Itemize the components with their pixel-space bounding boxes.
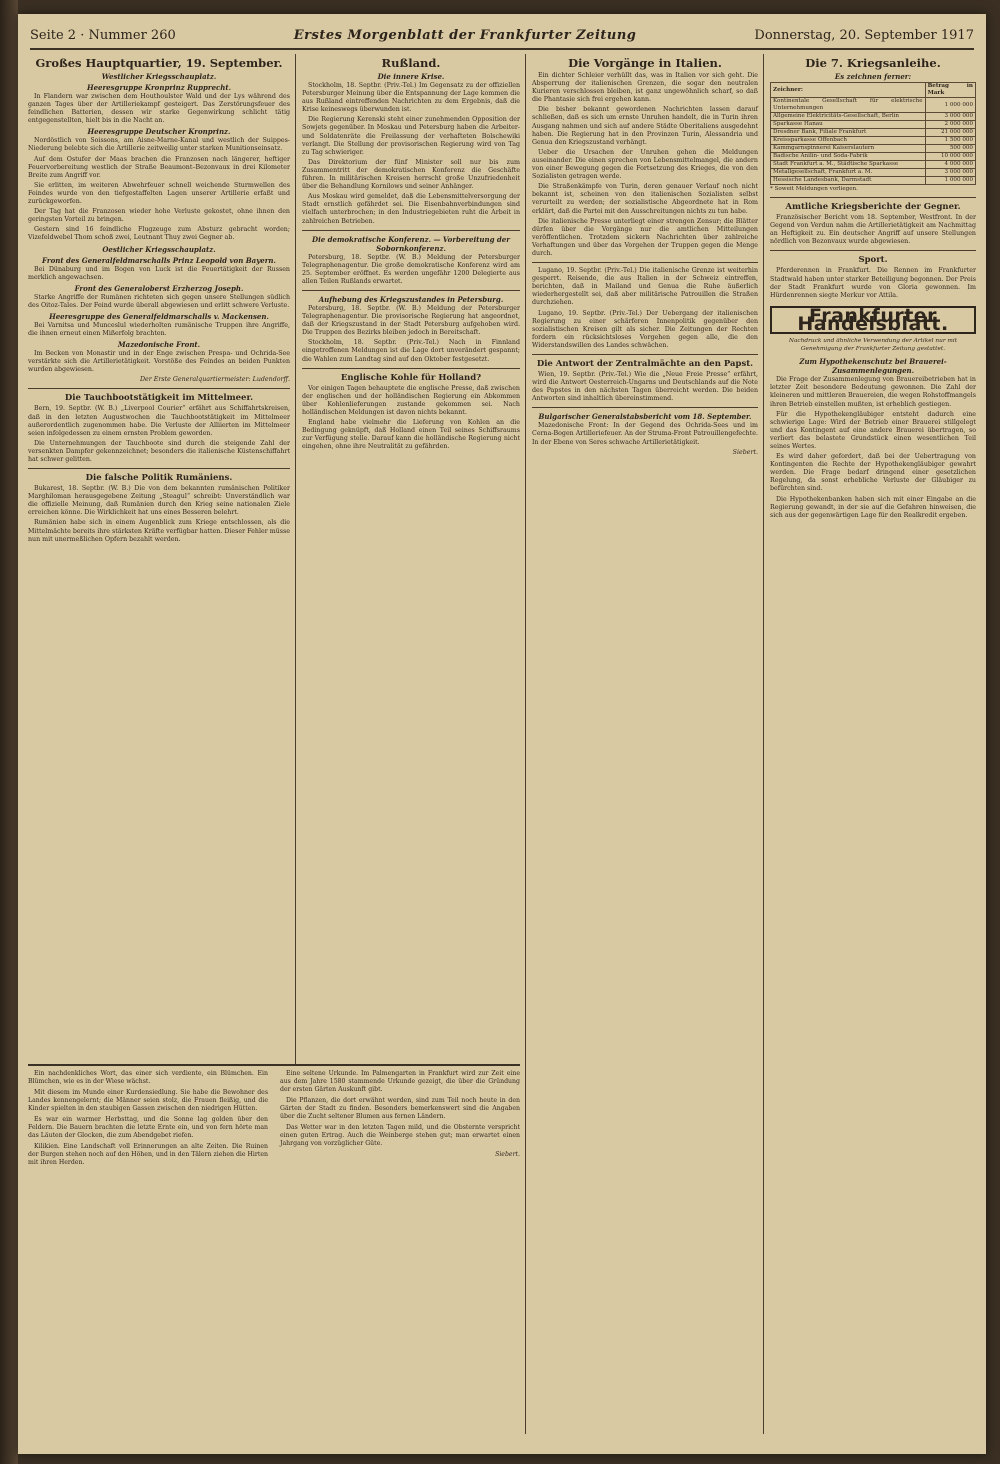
article-paragraph: Die italienische Presse unterliegt einer strengen Zensur; die Blätter dürfen über die Vorgänge nur die amtlichen Mitteilungen veröffentlichen. Trotzdem sickern Nachrichten über zahlreiche Verhaftungen und über das Vorgehen der Truppen gegen die Menge durch. <box>532 217 758 257</box>
column-rule <box>525 54 526 1434</box>
article-paragraph: Die bisher bekannt gewordenen Nachrichten lassen darauf schließen, daß es sich um ernste Unruhen handelt, die in Turin ihren Ausgang nahmen und sich auf andere Städte Oberitaliens ausgedehnt haben. Die Regierung hat in den Provinzen Turin, Alessandria und Genua den Kriegszustand verhängt. <box>532 106 758 146</box>
feuilleton-paragraph: Das Wetter war in den letzten Tagen mild, und die Obsternte verspricht einen guten Ertrag. Auch die Weinberge stehen gut; man erwartet einen Jahrgang von vorzüglicher Güte. <box>280 1124 520 1147</box>
table-row <box>771 161 976 169</box>
subhead-joseph: Front des Generaloberst Erzherzog Joseph. <box>74 283 244 293</box>
section-rule <box>770 250 976 251</box>
table-row <box>771 137 976 145</box>
section-rule <box>532 262 758 263</box>
table-row <box>771 145 976 153</box>
section-rule <box>302 290 520 291</box>
newspaper-title: Erstes Morgenblatt der Frankfurter Zeitung <box>293 27 637 43</box>
article-paragraph: Die Frage der Zusammenlegung von Brauereibetrieben hat in letzter Zeit besondere Bedeutung gewonnen. Die Zahl der kleineren und mittleren Brauereien, die wegen Rohstoffmangels ihren Betrieb einstellen mußten, ist erheblich gestiegen. <box>770 376 976 408</box>
article-paragraph: Lugano, 19. Septbr. (Priv.-Tel.) Die italienische Grenze ist weiterhin gesperrt. Reisende, die aus Italien in der Schweiz eintreffen, berichten, daß in Mailand und Genua die Ruhe äußerlich wiederhergestellt sei, daß aber militärische Patrouillen die Straßen durchziehen. <box>532 267 758 307</box>
article-paragraph: Stockholm, 18. Septbr. (Priv.-Tel.) Im Gegensatz zu der offiziellen Petersburger Meinung über die Entspannung der Lage kommen die aus Rußland eintreffenden Nachrichten zu dem Ergebnis, daß die Krise keineswegs überwunden ist. <box>302 82 520 114</box>
subscriber-name: Allgemeine Elektricitäts-Gesellschaft, Berlin <box>771 113 926 121</box>
handelsblatt-notice: Nachdruck und ähnliche Verwendung der Artikel nur mit Genehmigung der Frankfurter Zeitung gestattet. <box>788 338 958 353</box>
headline-hauptquartier: Großes Hauptquartier, 19. September. <box>35 56 283 70</box>
newspaper-page <box>18 14 986 1454</box>
article-paragraph: Bern, 19. Septbr. (W. B.) „Liverpool Courier“ erfährt aus Schiffahrtskreisen, daß in den letzten Augustwochen die Tauchbootstätigkeit im Mittelmeer außerordentlich zugenommen habe. Die Verluste der Alliierten im Mittelmeer seien infolgedessen zu einem ernsten Problem geworden. <box>28 405 290 437</box>
column-4 <box>770 54 976 1434</box>
feuilleton-paragraph: Es war ein warmer Herbsttag, und die Sonne lag golden über den Feldern. Die Bauern brachten die letzte Ernte ein, und von fern hörte man das Läuten der Glocken, die zum Abendgebet riefen. <box>28 1116 268 1139</box>
column-rule <box>295 54 296 1064</box>
article-paragraph: Starke Angriffe der Rumänen richteten sich gegen unsere Stellungen südlich des Oitoz-Tales. Der Feind wurde überall abgewiesen und erlitt schwere Verluste. <box>28 293 290 309</box>
subscription-amount: 2 000 000 <box>925 121 975 129</box>
page-number: Seite 2 · Nummer 260 <box>30 27 176 43</box>
headline-hypothekenschutz: Zum Hypothekenschutz bei Brauerei-Zusammenlegungen. <box>799 357 947 376</box>
article-paragraph: Petersburg, 18. Septbr. (W. B.) Meldung der Petersburger Telegraphenagentur. Die große demokratische Konferenz wird am 25. September eröffnet. Es werden ungefähr 1200 Delegierte aus allen Teilen Rußlands erwartet. <box>302 253 520 285</box>
subscription-amount: 4 000 000 <box>925 161 975 169</box>
article-paragraph: Bukarest, 18. Septbr. (W. B.) Die von dem bekannten rumänischen Politiker Marghiloman herausgegebene Zeitung „Steagul“ schreibt: Unverständlich war die offizielle Meinung, daß Rumänien durch den Krieg seine nationalen Ziele erreichen könne. Die Wirklichkeit hat uns eines Besseren belehrt. <box>28 485 290 517</box>
subscription-amount: 1 000 000 <box>925 177 975 185</box>
article-paragraph: Vor einigen Tagen behauptete die englische Presse, daß zwischen der englischen und der holländischen Regierung ein Abkommen über Kohlenlieferungen zustande gekommen sei. Nach holländischen Meldungen ist davon nichts bekannt. <box>302 384 520 416</box>
feuilleton-paragraph: Ein nachdenkliches Wort, das einer sich verdiente, ein Blümchen. Ein Blümchen, wie es in der Wiese wächst. <box>28 1070 268 1085</box>
headline-kriegsanleihe: Die 7. Kriegsanleihe. <box>805 56 941 70</box>
table-header-amount: Betrag in Mark <box>925 83 975 98</box>
subscription-amount: 500 000 <box>925 145 975 153</box>
subscription-table <box>770 82 976 185</box>
feuilleton-section <box>28 1064 520 1436</box>
subhead-ost: Oestlicher Kriegsschauplatz. <box>102 244 216 254</box>
headline-kriegsberichte: Amtliche Kriegsberichte der Gegner. <box>785 202 961 213</box>
headline-tauchboot: Die Tauchbootstätigkeit im Mittelmeer. <box>64 393 254 404</box>
subscriber-name: Kammgarnspinnerei Kaiserslautern <box>771 145 926 153</box>
article-paragraph: Petersburg, 18. Septbr. (W. B.) Meldung der Petersburger Telegraphenagentur. Die provisorische Regierung hat angeordnet, daß der Kriegszustand in der Stadt Petersburg aufgehoben wird. Die Truppen des Bezirks bleiben jedoch in Bereitschaft. <box>302 304 520 337</box>
article-paragraph: Mazedonische Front: In der Gegend des Ochrida-Sees und im Cerna-Bogen Artilleriefeuer. An der Struma-Front Patrouillengefechte. In der Ebene von Seres schwache Artillerietätigkeit. <box>532 422 758 446</box>
feuilleton-paragraph: Mit diesem im Munde einer Kurdensiedlung. Sie habe die Bewohner des Landes kennengelernt; die Männer seien stolz, die Frauen fleißig, und die Kinder spielten in den staubigen Gassen zwischen den niedrigen Hütten. <box>28 1089 268 1112</box>
article-paragraph: Der Tag hat die Franzosen wieder hohe Verluste gekostet, ohne ihnen den geringsten Vorteil zu bringen. <box>28 208 290 224</box>
feuilleton-paragraph: Eine seltene Urkunde. Im Palmengarten in Frankfurt wird zur Zeit eine aus dem Jahre 1580 stammende Urkunde gezeigt, die über die Gründung der ersten Gärten Auskunft gibt. <box>280 1070 520 1093</box>
subscriber-name: Sparkasse Hanau <box>771 121 926 129</box>
headline-antwort-papst: Die Antwort der Zentralmächte an den Papst. <box>536 359 754 369</box>
headline-kohle-holland: Englische Kohle für Holland? <box>340 372 482 383</box>
table-note: * Soweit Meldungen vorliegen. <box>770 186 858 192</box>
article-paragraph: Bei Varnitsa und Munceslul wiederholten rumänische Truppen ihre Angriffe, die ihnen erneut einen Mißerfolg brachten. <box>28 321 290 337</box>
article-paragraph: Pferderennen in Frankfurt. Die Rennen im Frankfurter Stadtwald haben unter starker Beteiligung begonnen. Der Preis der Stadt Frankfurt wurde von Gloria gewonnen. Im Hürdenrennen siegte Merkur vor Attila. <box>770 267 976 299</box>
column-3 <box>532 54 758 1434</box>
headline-rumaenien: Die falsche Politik Rumäniens. <box>85 473 233 484</box>
article-paragraph: Stockholm, 18. Septbr. (Priv.-Tel.) Nach in Finnland eingetroffenen Meldungen ist die Lage dort unverändert gespannt; die Wahlen zum Landtag sind auf den Oktober festgesetzt. <box>302 339 520 363</box>
article-paragraph: In Flandern war zwischen dem Houthoulster Wald und der Lys während des ganzen Tages über der Artilleriekampf gesteigert. Das Zerstörungsfeuer des feindlichen Batterien, dessen wir starke Gegenwirkung schlicht tätig entgegenstellten, hielt bis in die Nacht an. <box>28 93 290 125</box>
subscriber-name: Dresdner Bank, Filiale Frankfurt <box>771 129 926 137</box>
feuilleton-column-2 <box>280 1070 520 1162</box>
article-paragraph: Das Direktorium der fünf Minister soll nur bis zum Zusammentritt der demokratischen Konferenz die Geschäfte führen. In militärischen Kreisen herrscht große Unzufriedenheit über die Behandlung Kornilows und seiner Anhänger. <box>302 158 520 191</box>
section-rule <box>28 388 290 389</box>
masthead <box>30 22 974 50</box>
subhead-zeichnen: Es zeichnen ferner: <box>834 72 912 81</box>
book-spine <box>0 0 18 1464</box>
column-rule <box>763 54 764 1434</box>
article-paragraph: Rumänien habe sich in einem Augenblick zum Kriege entschlossen, als die Mittelmächte bereits ihre stärksten Kräfte verfügbar hatten. Dieser Fehler müsse nun mit unermeßlichen Opfern bezahlt werden. <box>28 519 290 543</box>
subhead-leopold: Front des Generalfeldmarschalls Prinz Leopold von Bayern. <box>42 255 276 265</box>
feuilleton-signature: Siebert. <box>495 1151 520 1158</box>
subscription-amount: 1 500 000 <box>925 137 975 145</box>
section-rule <box>302 368 520 369</box>
subhead-rupprecht: Heeresgruppe Kronprinz Rupprecht. <box>86 83 232 92</box>
headline-sport: Sport. <box>858 255 888 266</box>
section-rule <box>770 197 976 198</box>
subscription-amount: 10 000 000 <box>925 153 975 161</box>
table-row <box>771 177 976 185</box>
table-row <box>771 121 976 129</box>
feuilleton-paragraph: Kilikien. Eine Landschaft voll Erinnerungen an alte Zeiten. Die Ruinen der Burgen stehen noch auf den Höhen, und in den Tälern ziehen die Hirten mit ihren Herden. <box>28 1143 268 1166</box>
subscriber-name: Kontinentale Gesellschaft für elektrische Unternehmungen <box>771 98 926 113</box>
table-row <box>771 153 976 161</box>
article-paragraph: Ueber die Ursachen der Unruhen gehen die Meldungen auseinander. Die einen sprechen von Lebensmittelmangel, die andern von einer Bewegung gegen die Fortsetzung des Krieges, die von den Sozialisten getragen werde. <box>532 148 758 181</box>
article-paragraph: Die Straßenkämpfe von Turin, deren genauer Verlauf noch nicht bekannt ist, scheinen von den italienischen Sozialisten selbst verurteilt zu werden; der sozialistische Abgeordnete hat in Rom erklärt, daß die Partei mit den Ausschreitungen nichts zu tun habe. <box>532 183 758 215</box>
article-paragraph: Lugano, 19. Septbr. (Priv.-Tel.) Der Uebergang der italienischen Regierung zu einer schärferen Innenpolitik gegenüber den sozialistischen Kreisen gilt als sicher. Die Zeitungen der Rechten fordern ein rücksichtsloses Vorgehen gegen alle, die den Widerstandswillen des Landes schwächen. <box>532 309 758 349</box>
feuilleton-paragraph: Die Pflanzen, die dort erwähnt werden, sind zum Teil noch heute in den Gärten der Stadt zu finden. Besonders bemerkenswert sind die Angaben über die Zucht seltener Blumen aus fernen Ländern. <box>280 1097 520 1120</box>
subhead-innere-krise: Die innere Krise. <box>377 72 445 81</box>
article-paragraph: Die Unternehmungen der Tauchboote sind durch die steigende Zahl der versenkten Dampfer gekennzeichnet; besonders die italienische Küstenschiffahrt hat schwer gelitten. <box>28 439 290 463</box>
section-rule <box>28 468 290 469</box>
headline-russland: Rußland. <box>381 56 441 70</box>
article-paragraph: Für die Hypothekengläubiger entsteht dadurch eine schwierige Lage: Wird der Betrieb einer Brauerei stillgelegt und das Kontingent auf eine andere Brauerei übertragen, so verliert das belastete Grundstück einen wesentlichen Teil seines Wertes. <box>770 410 976 450</box>
handelsblatt-banner: Frankfurter Handelsblatt. <box>770 306 976 334</box>
article-paragraph: Bei Dünaburg und im Bogen von Luck ist die Feuertätigkeit der Russen merklich angewachsen. <box>28 265 290 281</box>
subscriber-name: Stadt Frankfurt a. M., Städtische Sparkasse <box>771 161 926 169</box>
subscriber-name: Badische Anilin- und Soda-Fabrik <box>771 153 926 161</box>
headline-kriegszustand: Aufhebung des Kriegszustandes in Petersburg. <box>318 294 504 304</box>
headline-konferenz: Die demokratische Konferenz. — Vorbereitung der Sobornkonferenz. <box>312 234 510 253</box>
article-paragraph: Ein dichter Schleier verhüllt das, was in Italien vor sich geht. Die Absperrung der italienischen Grenzen, die sogar den neutralen Kurieren verschlossen bleiben, ist ganz ungewöhnlich scharf, so daß die Phantasie sich frei ergehen kann. <box>532 72 758 104</box>
table-row <box>771 129 976 137</box>
section-rule <box>532 354 758 355</box>
table-row <box>771 169 976 177</box>
headline-italien: Die Vorgänge in Italien. <box>568 56 722 70</box>
article-paragraph: Sie erlitten, im weiteren Abwehrfeuer schnell weichende Sturmwellen des Feindes wurde von den tiefgestaffelten Lagen unserer Artillerie erfaßt und zurückgeworfen. <box>28 181 290 206</box>
article-paragraph: Aus Moskau wird gemeldet, daß die Lebensmittelversorgung der Stadt ernstlich gefährdet sei. Die Eisenbahnverbindungen sind vielfach unterbrochen; in den Industriegebieten ruht die Arbeit in zahlreichen Betrieben. <box>302 193 520 225</box>
article-paragraph: Auf dem Ostufer der Maas brachen die Franzosen nach längerer, heftiger Feuervorbereitung westlich der Straße Beaumont–Bezonvaux in drei Kilometer Breite zum Angriff vor. <box>28 155 290 179</box>
subscriber-name: Metallgesellschaft, Frankfurt a. M. <box>771 169 926 177</box>
section-rule <box>302 230 520 231</box>
subscription-amount: 3 000 000 <box>925 113 975 121</box>
signature-ludendorff: Der Erste Generalquartiermeister: Ludendorff. <box>139 376 290 384</box>
article-paragraph: Nordöstlich von Soissons, am Aisne-Marne-Kanal und westlich der Suippes-Niederung belebte sich die Artillerie zeitweilig unter starken Munitionseinsatz. <box>28 137 290 153</box>
table-row <box>771 113 976 121</box>
feuilleton-column-1 <box>28 1070 268 1170</box>
article-paragraph: Wien, 19. Septbr. (Priv.-Tel.) Wie die „Neue Freie Presse“ erfährt, wird die Antwort Oesterreich-Ungarns und Deutschlands auf die Note des Papstes in den nächsten Tagen überreicht werden. Die beiden Antworten sind inhaltlich übereinstimmend. <box>532 371 758 403</box>
subhead-mackensen: Heeresgruppe des Generalfeldmarschalls v. Mackensen. <box>49 311 269 321</box>
article-paragraph: Es wird daher gefordert, daß bei der Uebertragung von Kontingenten die Rechte der Hypothekengläubiger gewahrt werden. Die Frage bedarf dringend einer gesetzlichen Regelung, da sonst erhebliche Verluste der Gläubiger zu befürchten sind. <box>770 453 976 493</box>
subscriber-name: Hessische Landesbank, Darmstadt <box>771 177 926 185</box>
article-paragraph: Die Hypothekenbanken haben sich mit einer Eingabe an die Regierung gewandt, in der sie auf die Gefahren hinweisen, die sich aus der gegenwärtigen Lage für den Realkredit ergeben. <box>770 495 976 519</box>
article-paragraph: Gestern sind 16 feindliche Flugzeuge zum Absturz gebracht worden; Vizefeldwebel Thom schoß zwei, Leutnant Thuy zwei Gegner ab. <box>28 226 290 242</box>
subscriber-name: Kreissparkasse Offenbach <box>771 137 926 145</box>
subhead-kronprinz: Heeresgruppe Deutscher Kronprinz. <box>87 127 231 137</box>
article-paragraph: England habe vielmehr die Lieferung von Kohlen an die Bedingung geknüpft, daß Holland einen Teil seines Schiffsraums zur Verfügung stelle. Darauf kann die holländische Regierung nicht eingehen, ohne ihre Neutralität zu gefährden. <box>302 419 520 451</box>
subhead-west: Westlicher Kriegsschauplatz. <box>101 72 217 81</box>
section-rule <box>532 407 758 408</box>
subscription-amount: 3 000 000 <box>925 169 975 177</box>
article-paragraph: Französischer Bericht vom 18. September, Westfront. In der Gegend von Verdun nahm die Artillerietätigkeit am Nachmittag an Heftigkeit zu. Ein deutscher Angriff auf unsere Stellungen nördlich von Bezonvaux wurde abgewiesen. <box>770 214 976 246</box>
signature: Siebert. <box>732 448 758 456</box>
headline-bulgarien: Bulgarischer Generalstabsbericht vom 18. September. <box>538 412 752 422</box>
article-paragraph: Die Regierung Kerenski steht einer zunehmenden Opposition der Sowjets gegenüber. In Moskau und Petersburg haben die Arbeiter- und Soldatenräte die Freilassung der verhafteten Bolschewiki verlangt. Die Stellung der provisorischen Regierung wird von Tag zu Tag schwieriger. <box>302 116 520 156</box>
table-header-name: Zeichner: <box>771 83 926 98</box>
issue-date: Donnerstag, 20. September 1917 <box>754 27 974 43</box>
subscription-amount: 21 000 000 <box>925 129 975 137</box>
subscription-rows <box>771 98 976 185</box>
subscription-amount: 1 000 000 <box>925 98 975 113</box>
article-paragraph: Im Becken von Monastir und in der Enge zwischen Prespa- und Ochrida-See verstärkte sich die Artillerietätigkeit. Vorstöße des Feindes an beiden Punkten wurden abgewiesen. <box>28 350 290 374</box>
table-row <box>771 98 976 113</box>
subhead-mazedonien: Mazedonische Front. <box>117 340 201 350</box>
